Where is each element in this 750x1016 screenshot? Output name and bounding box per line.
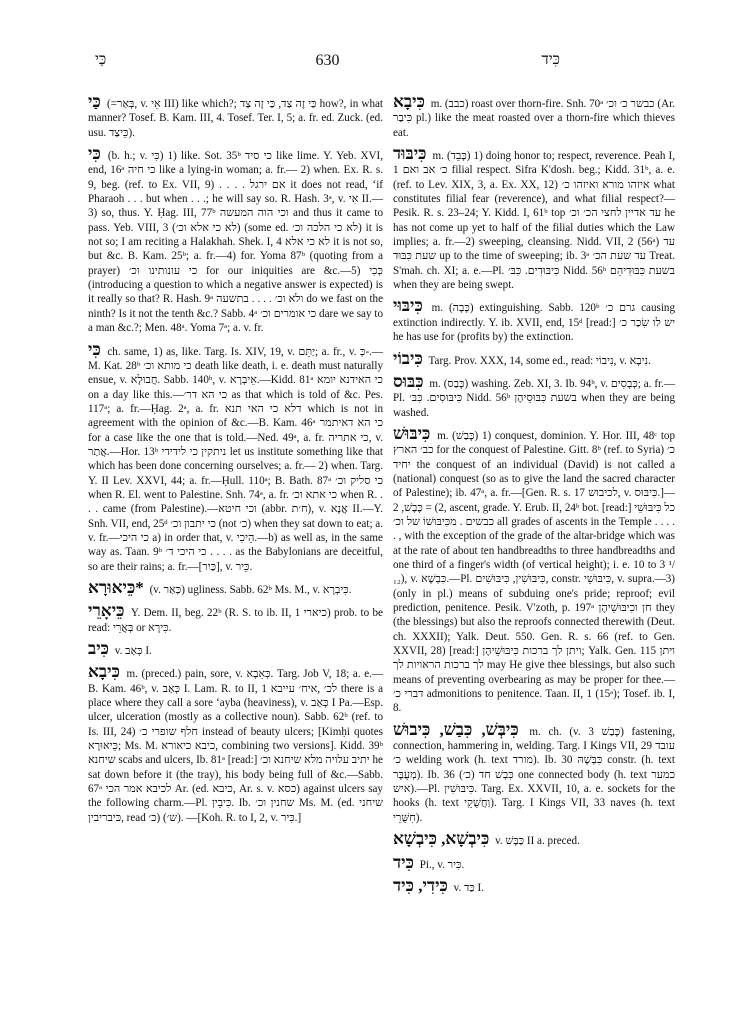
dictionary-entry (88, 641, 383, 658)
entry-definition: m. (כָּבַשׁ) 1) conquest, dominion. Y. Hor. III, 48ᶜ top כב׳ הארץ for the conquest of Palestine. Gitt. 8ᵇ (ref. to Syria) כ׳ יחיד the conquest of an individual (David) is not called a (national) conquest (so as to give the land the sacred character of Palestine); ib. 47ᵃ, a. fr.—[Gen. R. s. 17 לכיבוש, v. כִּיבּוּס.]—2) = כֶּבֶשׁ, 2, ascent, grade. Y. Erub. II, 24ᵇ bot. [read:] כל כִּיבּוּשֵׁי כבשים . מכִּיבּוּשׁוֹ של וכ׳ all grades of ascents in the Temple . . . . . , with the exception of the grade of the altar-bridge which was at the rate of about ten handbreadths to three handbreadths and one third of a finger's width (of vertical height); i. e. 10 to 3 ¹/₁₂), v. כִּבְשָׁא.—Pl. כִּיבּוּשִׁין, כִּיבּוּשִׁים, constr. כִּיבּוּשֵׁי, v. supra.—3) (only in pl.) means of subduing one's pride; reproof; evil prediction, penitence. Pesik. V'zoth, p. 197ᵃ חן וכִיבּוּשֵׁיהֶן they (the blessings) but also the reproofs connected therewith (Deut. ch. XXXII); Yalk. Deut. 550. Gen. R. s. 66 (ref. to Gen. XXVII, 28) [read:] ויתן לך ברכות כִּיבּוּשֵׁיהֶן; Yalk. Gen. 115 ויתן לך ברכות הראויות לך may He give thee blessings, but also such means of preventing overbearing as may be proper for thee.—דברי כ׳ admonitions to penitence. Taan. II, 1 (15ᵃ); Tosef. ib. I, 8. (393, 429, 676, 715)
dictionary-entry (88, 94, 383, 140)
entry-definition: m. ch. (v. כָּבַשׁ 3) fastening, connection, hammering in, welding. Targ. I Kings VII, 29 עובד כ׳ welding work (h. text מורד). Ib. 30 כִּבְּשָׁהּ constr. (h. text מְעֻבָּר). Ib. 36 כִּבְשׁ חד (כ׳) one connected body (h. text כמער איש).—Pl. כִּיבּוּשִׁין. Targ. Ex. XXVII, 10, a. e. sockets for the hooks (h. text וַחֲשֻׁקֵי). Targ. I Kings VII, 33 naves (h. text חִשֻּׁרֵי). (393, 725, 675, 824)
entry-headword: כִּבּוּס (393, 371, 424, 391)
dictionary-entry (393, 852, 675, 872)
entry-definition: v. כַּבָּשׁ II a. preced. (492, 835, 580, 848)
entry-definition: Pi., v. כִּיר. (416, 858, 465, 871)
dictionary-entry (393, 298, 675, 344)
page-header (95, 52, 560, 76)
header-left-guideword: כַּי (95, 52, 107, 68)
entry-headword: כִּיבָא (393, 92, 425, 111)
entry-headword: *כֵּיאוּרָא (88, 578, 144, 597)
dictionary-entry (393, 371, 675, 420)
entry-definition: m. (כָּבָה) extinguishing. Sabb. 120ᵇ גרם כ׳ causing extinction indirectly. Y. ib. XVII, end, 15ᵈ [read:] יש לו שִׂכַר כ׳ he has use for (profits by) the extinction. (393, 302, 675, 344)
entry-definition: Targ. Prov. XXX, 14, some ed., read: נִיבוֹי, v. נִיבָא. (425, 354, 651, 367)
dictionary-entry (88, 603, 383, 635)
entry-definition: m. (preced.) pain, sore, v. כְּאֵבָא. Targ. Job V, 18; a. e.—B. Kam. 46ᵇ, v. כְּאַב I. Lam. R. to II, 1 לכ׳ ,איח׳ עייבא there is a place where they call a sore ʻayba (heaviness), v. כְּאַב I Pa.—Esp. ulcer, ulceration (mostly as a collective noun). Sabb. 62ᵇ (ref. to Is. III, 24) חלף שופרי כ׳ instead of beauty ulcers; [Kimḥi quotes כֵּיאוּרָא; Ms. M. כיבא כיאורא, combining two versions]. Kidd. 39ᵇ שיחנא scabs and ulcers, Ib. 81ᵃ [read:] יתיב עלויה מלא שיחנא וכ׳ he sat down before it (the tray), his body being full of &c.—Sabb. 67ᵃ לכיבא אמר הכי Ar. (ed. כיבא, Ar. s. v. כסא) against ulcers say the following charm.—Pl. כִּיבֵין. Ib. שחנין וכ׳ Ms. M. (ed. שיחני כּיבריבין, read כ׳) (ש׳). —[Koh. R. to I, 2, v. כִּיר.] (88, 668, 383, 824)
dictionary-entry (88, 146, 383, 335)
entry-headword: כִּיבּוּשׁ (393, 423, 431, 443)
entry-headword: כִּיבוֹי (393, 348, 423, 368)
page-number: 630 (315, 52, 340, 69)
entry-headword: כִּי (88, 339, 101, 359)
entry-headword: כִּיבּוּי (393, 296, 423, 316)
dictionary-entry (88, 580, 383, 597)
entry-definition: m. (כָּבַס) washing. Zeb. XI, 3. Ib. 94ᵇ, v. כְּבָסִים; a. fr.—Pl. כִּיבּוּסִים. כִּבּ׳ Nidd. 56ᵇ בשעת כִּבּוּסֵיהֶן when they are being washed. (393, 377, 675, 419)
entry-definition: m. (כָּבֵד) 1) doing honor to; respect, reverence. Peah I, 1 כ׳ אב ואם filial respect. Sifra K'dosh. beg.; Kidd. 31ᵇ, a. e. (ref. to Lev. XIX, 3, a. Ex. XX, 12) איזהו מורא ואיזהו כ׳ what constitutes filial fear (reverence), and what filial respect?—Pesik. R. s. 23–24; Y. Kidd. I, 61ᵇ top עד אדיין לחצי הכ׳ וכ׳ he has not come up yet to half of the filial duties which the Law implies; a. fr.—2) sweeping, cleansing. Nidd. VII, 2 (56ᵃ) עד שעת כִּבּוּד up to the time of sweeping; ib. 3ᵃ עד שעת הכ׳ Treat. S'mah. ch. XI; a. e.—Pl. כִּיבּוּדִים. כִּבּ׳ Nidd. 56ᵇ בשעת כִּבּוּדִיהֵם when they are being swept. (393, 150, 675, 292)
dictionary-entry (393, 146, 675, 292)
entry-definition: (=בְּאַר, v. אֵי III) like which?; כַּי זֶה צַד, כַּי זֶה צַד how?, in what manner? Tosef. B. Kam. III, 4. Tosef. Ter. I, 5; a. fr. ed. Zuck. (ed. usu. כֵּיצַד). (88, 98, 384, 139)
dictionary-entry (393, 94, 675, 140)
entry-definition: (b. h.; v. כִּי) 1) like. Sot. 35ᵇ כי סיד like lime. Y. Yeb. XVI, end, 16ᵃ כי חיה like a lying-in woman; a. fr.— 2) when. Ex. R. s. 9, beg. (ref. to Ex. VII, 9) . . . . אם ירגל it does not read, ʻif Pharaoh . . . but when . . .; he will say so. R. Hash. 3ᵃ, v. אִי II.— 3) so, thus. Y. Ḥag. III, 77ᵇ וכי הוה המעשה and thus it came to pass. Yeb. VIII, 3 (לא כי אלא וכ׳) (some ed. לא כי הלכה וכ׳) it is not so; I am reciting a Halakhah. Shek. I, 4 לא כי אלא it is not so, but &c. B. Kam. 25ᵇ; a. fr.—4) for. Yoma 87ᵇ (quoting from a prayer) כי עונותינו וכ׳ for our iniquities are &c.—5) כְּכִי (introducing a question to which a negative answer is expected) is it really so that? R. Hash. 9ᵃ ולא וכ׳ . . . . בתשעה do we fast on the ninth? Is it not the tenth &c.? Sabb. 4ᵃ כי אומרים וכ׳ dare we say to a man &c.?; Men. 48ᵃ. Yoma 7ᵃ; a. v. fr. (88, 150, 384, 335)
entry-definition: v. כְּאַב I. (111, 645, 152, 658)
entry-headword: כִּידִי, כִּיד (393, 875, 448, 895)
left-column (88, 94, 383, 831)
right-column (393, 94, 675, 901)
entry-definition: v. כַּד I. (450, 881, 485, 894)
entry-definition: ch. same, 1) as, like. Targ. Is. XIV, 19, v. יַתֵּם; a. fr., v. כְּ-.—M. Kat. 28ᵇ כי מותא וכ׳ death like death, i. e. death must naturally ensue, v. חֲבוּלָא. Sabb. 140ᵇ, v. אֵיבְרָא.—Kidd. 81ᵃ כי האידנא יומא on a day like this.—כי הא דר׳ as that which is told of &c. Pes. 117ᵃ; a. fr.—Ḥag. 2ᵃ, a. fr. דלא כי האי תנא which is not in agreement with the opinion of &c.—B. Kam. 46ᵃ כי הא דאיתמר for a case like the one that is told.—Ned. 49ᵃ, a. fr. כי אתריה, v. אֲתַר.—Hor. 13ᵇ ניתקין כי לידידי let us institute something like that which has been done concerning ourselves; a. fr.— 2) when. Targ. Y. II Lev. XXVI, 44; a. fr.—Ḥull. 110ᵃ; B. Bath. 87ᵃ כי סליק וכ׳ when R. El. went to Palestine. Snh. 74ᵃ, a. fr. כי אתא וכ׳ when R. . . . came (from Palestine).—וכי חיטא (abbr. ח׳ת), v. אֲנָא II.—Y. Snh. VII, end, 25ᵈ כי יתבון וכ׳ (not כ׳) when they sat down to eat; a. v. fr.—כי היכי a) in order that, v. הֵיכִי.—b) as well as, in the same way as. Taan. 9ᵇ כי היכי ד׳ . . . . as the Babylonians are deceitful, so are their rains; a. fr.—[כַּיִר], v. כֵּיר. (88, 345, 384, 573)
entry-headword: כִּיד (393, 852, 414, 872)
dictionary-entry (393, 831, 675, 848)
entry-headword: כִּיבָא (88, 662, 120, 682)
entry-definition: m. (כבב) roast over thorn-fire. Snh. 70ᵃ כבשר כ׳ וכ׳ (Ar. כִּיבַר pl.) like the meat roasted over a thorn-fire which thieves eat. (393, 98, 675, 139)
dictionary-entry (393, 875, 675, 895)
entry-headword: כַּי (88, 92, 101, 111)
entry-definition: Y. Dem. II, beg. 22ᵇ (R. S. to ib. II, 1 כיארי) prob. to be read: בְּאֲרֵי or כִּירָא. (88, 607, 383, 634)
header-right-guideword: כִּיד (541, 52, 560, 68)
entry-headword: כִּיבּוּד (393, 144, 427, 164)
entry-headword: כִּיב (88, 639, 109, 659)
entry-definition: (v. כְּאַר) ugliness. Sabb. 62ᵇ Ms. M., v. כִּיבְרָא. (146, 584, 352, 596)
dictionary-entry (393, 348, 675, 368)
entry-headword: כֵּיאָרֵי (88, 601, 125, 621)
entry-headword: כִּיבְשָׁא, כִּיבְשָׁא (393, 829, 490, 849)
dictionary-entry (88, 339, 384, 575)
dictionary-entry (88, 664, 383, 825)
dictionary-entry (393, 719, 675, 825)
entry-headword: כִּיבְּשׁ, כִּבַשׁ, כִּיבוּשׁ (393, 719, 519, 739)
dictionary-entry (393, 423, 676, 716)
entry-headword: כִּי (88, 144, 101, 164)
